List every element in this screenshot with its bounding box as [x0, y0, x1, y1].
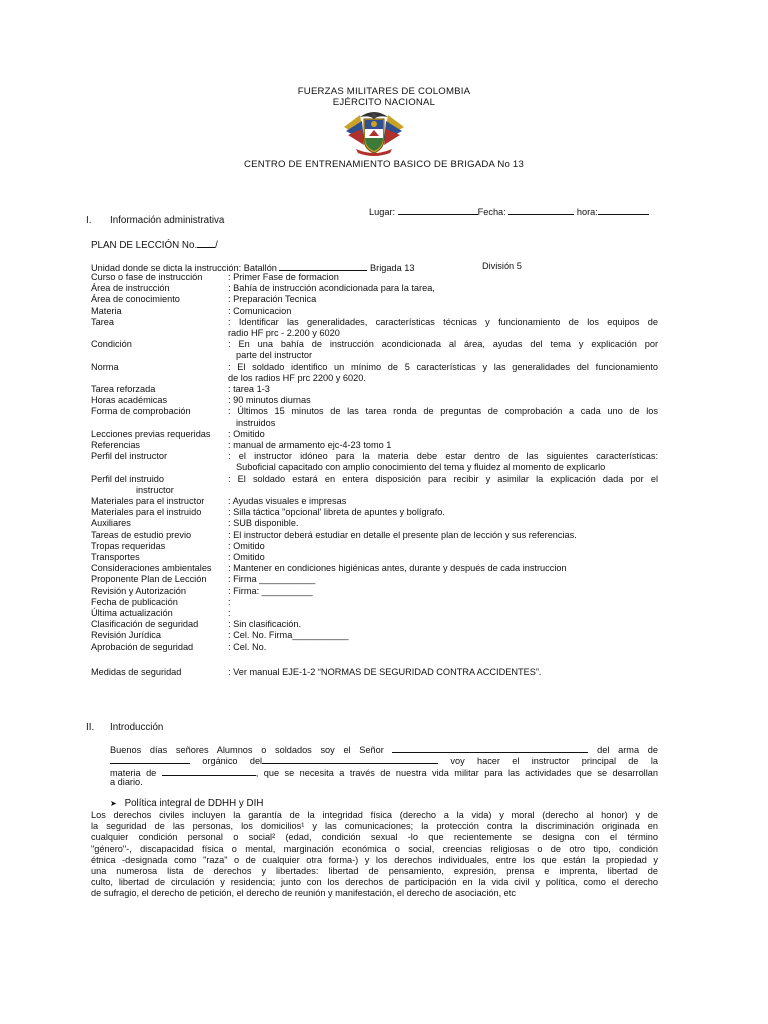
- hora-blank: [598, 205, 649, 215]
- row-value: :: [228, 608, 231, 618]
- row-label: Materia: [91, 305, 122, 316]
- hora-label: hora:: [576, 207, 598, 217]
- row-value: : Identificar las generalidades, características técnicas y funcionamiento de los equipos de: [228, 316, 658, 327]
- place-date-line: [369, 205, 649, 218]
- row-value: : Omitido: [228, 552, 265, 562]
- intro-line-4: a diario.: [110, 777, 143, 787]
- row-value: : Mantener en condiciones higiénicas antes, durante y después de cada instruccion: [228, 563, 567, 574]
- row-value: : Primer Fase de formacion: [228, 272, 339, 282]
- row-value: : El instructor deberá estudiar en detalle el presente plan de lección y sus referencias.: [228, 529, 577, 540]
- row-value: : SUB disponible.: [228, 518, 299, 529]
- row-value: : Silla táctica "opcional' libreta de apuntes y bolígrafo.: [228, 507, 445, 518]
- row-label: Tropas requeridas: [91, 540, 166, 551]
- paragraph-line: de sufragio, el derecho de petición, el derecho de reunión y manifestación, el derecho de asociación, etc: [91, 888, 516, 899]
- fecha-blank: [508, 205, 574, 215]
- row-value-continued: parte del instructor: [236, 350, 313, 361]
- bullet-arrow-icon: ➤: [110, 799, 117, 808]
- intro-l2a: orgánico del: [202, 756, 263, 766]
- row-value: : el instructor idóneo para la materia debe estar dentro de las siguientes características:: [228, 451, 658, 462]
- row-value: : 90 minutos diurnas: [228, 395, 311, 406]
- row-label: Tarea reforzada: [91, 384, 156, 394]
- fecha-label: Fecha:: [477, 207, 506, 217]
- row-label: Perfil del instruido: [91, 473, 165, 484]
- row-value: : Ayudas visuales e impresas: [228, 496, 347, 506]
- section1-number: I.: [86, 215, 92, 226]
- intro-l1b: del arma de: [597, 745, 658, 755]
- row-value: : El soldado estará en entera disposición para recibir y asimilar la explicación dada por el: [228, 473, 658, 484]
- row-label: Fecha de publicación: [91, 596, 178, 607]
- intro-name-blank: [392, 743, 588, 753]
- row-label: Lecciones previas requeridas: [91, 428, 211, 439]
- row-value: : Comunicacion: [228, 305, 292, 316]
- row-label: Auxiliares: [91, 518, 131, 529]
- paragraph-line: una numerosa lista de derechos y libertades: libertad de pensamiento, expresión, prensa e imprenta, libertad de: [91, 866, 658, 876]
- row-value: : manual de armamento ejc-4-23 tomo 1: [228, 440, 392, 450]
- row-value-continued: instruidos: [236, 417, 276, 428]
- row-value: : En una bahía de instrucción acondicionada al área, ayudas del tema y explicación por: [228, 339, 658, 350]
- plan-label: PLAN DE LECCIÓN No.: [91, 240, 198, 251]
- training-center-title: CENTRO DE ENTRENAMIENTO BASICO DE BRIGADA No 13: [243, 159, 525, 170]
- org-title: FUERZAS MILITARES DE COLOMBIA: [297, 86, 471, 97]
- lugar-blank: [398, 205, 478, 215]
- ddhh-bullet: [110, 798, 263, 809]
- row-value: : Firma: __________: [228, 585, 313, 596]
- arma-blank: [110, 754, 190, 764]
- row-label: Área de conocimiento: [91, 294, 180, 305]
- medidas-value: : Ver manual EJE-1-2 “NORMAS DE SEGURIDAD CONTRA ACCIDENTES”.: [228, 667, 542, 677]
- army-title: EJÉRCITO NACIONAL: [332, 97, 436, 108]
- section1-title: Información administrativa: [110, 215, 225, 226]
- row-value: :: [228, 596, 231, 607]
- row-label: Revisión y Autorización: [91, 585, 186, 596]
- row-label: Aprobación de seguridad: [91, 641, 194, 652]
- medidas-label: Medidas de seguridad: [91, 667, 182, 677]
- paragraph-line: Los derechos civiles incluyen la garantía de la integridad física (derecho a la vida) y moral (derecho al honor) y de: [91, 810, 658, 820]
- row-label: Revisión Jurídica: [91, 630, 161, 641]
- row-label: Área de instrucción: [91, 283, 170, 294]
- paragraph-line: étnica -designada como "raza" o de cualquier otra forma-) y los derechos individuales, entre los que están la propiedad y: [91, 854, 658, 865]
- intro-line-3: [110, 766, 658, 779]
- plan-suffix: /: [215, 240, 218, 251]
- section2-number: II.: [86, 722, 95, 733]
- intro-l1a: Buenos días señores Alumnos o soldados soy el Señor: [110, 745, 384, 755]
- row-label: Referencias: [91, 440, 141, 450]
- lugar-label: Lugar:: [369, 207, 396, 217]
- row-label: Materiales para el instruido: [91, 507, 202, 518]
- row-label: Condición: [91, 339, 132, 350]
- row-label: Tarea: [91, 316, 114, 327]
- row-value: : Cel. No.: [228, 641, 267, 652]
- paragraph-line: "género"-, discapacidad física o mental, marginación económica o social, creencias religiosas o de otro tipo, condición: [91, 843, 658, 854]
- paragraph-line: cualquier condición personal o social² (edad, condición sexual -lo que recientemente se designa con el término: [91, 832, 658, 843]
- row-label: Perfil del instructor: [91, 451, 168, 462]
- division-label: División 5: [482, 261, 522, 271]
- row-label: Norma: [91, 361, 119, 372]
- brigada-label: Brigada 13: [370, 263, 415, 273]
- row-value-continued: de los radios HF prc 2200 y 6020.: [228, 372, 366, 383]
- row-value: : Cel. No. Firma___________: [228, 630, 349, 641]
- row-value: : Preparación Tecnica: [228, 294, 317, 305]
- row-value: : Firma ___________: [228, 574, 316, 585]
- row-value-continued: radio HF prc - 2.200 y 6020: [228, 328, 340, 338]
- row-value: : tarea 1-3: [228, 384, 270, 394]
- row-label: Horas académicas: [91, 395, 168, 406]
- row-label: Curso o fase de instrucción: [91, 272, 203, 282]
- row-value: : El soldado identifico un mínimo de 5 características y las generalidades del funcionamiento: [228, 361, 658, 372]
- row-label: Consideraciones ambientales: [91, 563, 212, 574]
- intro-l2b: voy hacer el instructor principal de la: [450, 756, 658, 766]
- row-label: Última actualización: [91, 608, 173, 618]
- row-label: Clasificación de seguridad: [91, 619, 199, 630]
- paragraph-line: la seguridad de las personas, los domicilios¹ y las comunicaciones; la protección contra la discriminación originada en: [91, 821, 658, 832]
- organico-blank: [262, 754, 438, 764]
- plan-number-line: [91, 238, 218, 251]
- row-value: : Omitido: [228, 540, 265, 551]
- paragraph-line: culto, libertad de circulación y residencia; junto con los derechos de participación en la vida civil y política, como el derecho: [91, 877, 658, 888]
- intro-l3b: , que se necesita a través de nuestra vida militar para las actividades que se desarrollan: [255, 768, 658, 778]
- ddhh-title: Política integral de DDHH y DIH: [124, 798, 264, 809]
- row-label: Forma de comprobación: [91, 406, 191, 417]
- row-label: Tareas de estudio previo: [91, 529, 192, 540]
- row-value: : Sin clasificación.: [228, 619, 302, 630]
- row-value: : Bahía de instrucción acondicionada para la tarea,: [228, 283, 435, 294]
- materia-blank: [162, 766, 256, 776]
- batallon-blank: [279, 261, 367, 271]
- intro-l3a: materia de: [110, 768, 157, 778]
- row-label: Proponente Plan de Lección: [91, 574, 207, 585]
- row-label: Materiales para el instructor: [91, 496, 205, 506]
- section2-title: Introducción: [110, 722, 164, 733]
- row-value: : Omitido: [228, 428, 265, 439]
- row-label-continued: instructor: [136, 484, 174, 495]
- row-value: : Últimos 15 minutos de las tarea ronda de preguntas de comprobación a cada uno de los: [228, 406, 658, 417]
- unidad-label: Unidad donde se dicta la instrucción: Batallón: [91, 263, 277, 273]
- coat-of-arms-emblem: [338, 109, 410, 157]
- plan-blank: [197, 238, 215, 248]
- row-label: Transportes: [91, 552, 140, 562]
- row-value-continued: Suboficial capacitado con amplio conocimiento del tema y fluidez al momento de explicarlo: [236, 462, 606, 473]
